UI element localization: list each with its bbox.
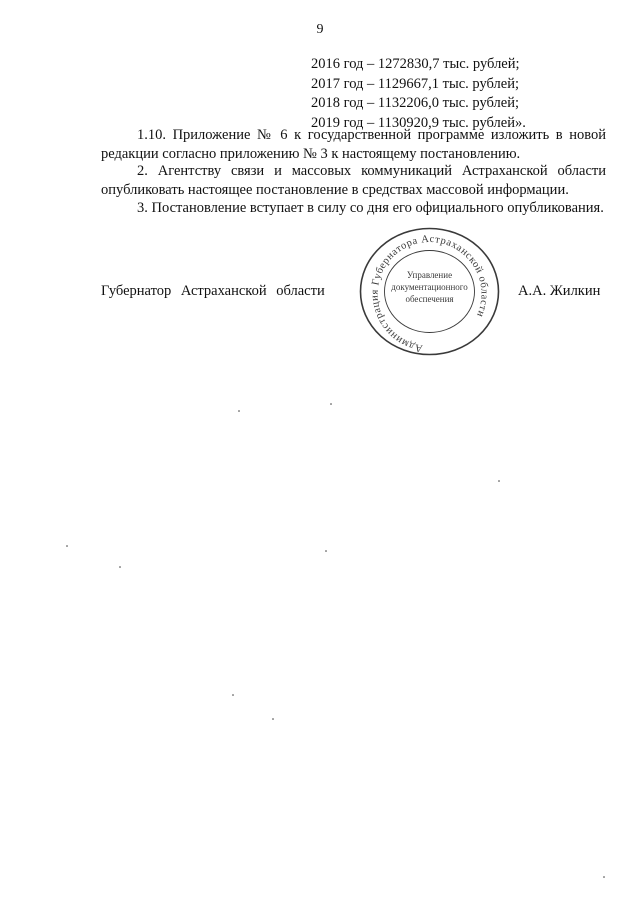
signatory-name: А.А. Жилкин bbox=[518, 283, 601, 299]
paragraph-2 bbox=[101, 162, 606, 199]
budget-line-2016: 2016 год – 1272830,7 тыс. рублей; bbox=[311, 56, 520, 72]
seal-center-line-1: Управление bbox=[406, 270, 453, 280]
seal-center-line-2: документационного bbox=[391, 282, 468, 292]
page-number: 9 bbox=[316, 22, 324, 37]
seal-center-line-3: обеспечения bbox=[405, 294, 454, 304]
seal-ring-text: Администрация Губернатора Астраханской области bbox=[369, 233, 490, 354]
budget-line-2018: 2018 год – 1132206,0 тыс. рублей; bbox=[311, 95, 519, 111]
paragraph-2-text: 2. Агентству связи и массовых коммуникаций Астраханской области опубликовать настоящее постановление в средствах массовой информации. bbox=[101, 163, 606, 198]
signatory-title: Губернатор Астраханской области bbox=[101, 283, 325, 299]
paragraph-1-10-text: 1.10. Приложение № 6 к государственной программе изложить в новой редакции согласно приложению № 3 к настоящему постановлению. bbox=[101, 127, 606, 162]
paragraph-1-10 bbox=[101, 126, 606, 163]
official-seal bbox=[357, 224, 502, 359]
paragraph-3-text: 3. Постановление вступает в силу со дня его официального опубликования. bbox=[137, 200, 604, 216]
paragraph-3 bbox=[101, 199, 606, 218]
budget-list bbox=[311, 55, 526, 133]
budget-line-2019: 2019 год – 1130920,9 тыс. рублей». bbox=[311, 114, 526, 131]
budget-line-2017: 2017 год – 1129667,1 тыс. рублей; bbox=[311, 75, 519, 92]
